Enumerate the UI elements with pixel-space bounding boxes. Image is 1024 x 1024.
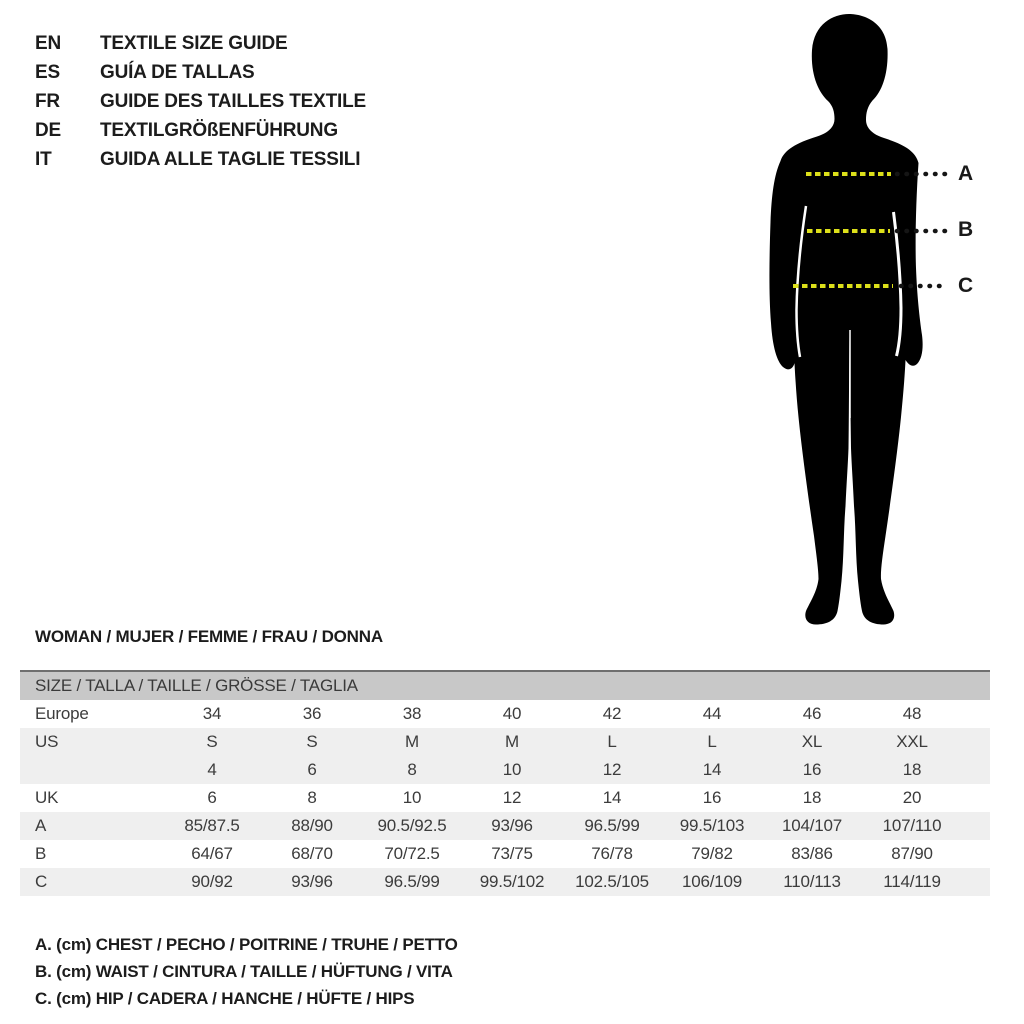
table-cell: 20 [902, 788, 922, 807]
table-cell: 104/107 [781, 816, 843, 835]
table-cell: 93/96 [491, 816, 533, 835]
table-cell: 68/70 [291, 844, 333, 863]
lang-code: ES [35, 61, 60, 83]
table-cell: 16 [802, 760, 822, 779]
table-spacer-cell [962, 700, 990, 728]
table-cell: 96.5/99 [584, 816, 640, 835]
table-cell: 73/75 [491, 844, 533, 863]
footnote-hip: C. (cm) HIP / CADERA / HANCHE / HÜFTE / HIPS [35, 989, 415, 1008]
marker-label-hip: C [958, 274, 974, 297]
footnotes-block [35, 931, 458, 1012]
lang-row-fr [35, 87, 366, 116]
language-title-block [35, 29, 366, 174]
table-cell: 79/82 [691, 844, 733, 863]
size-table-header: SIZE / TALLA / TAILLE / GRÖSSE / TAGLIA [20, 672, 990, 700]
table-row [20, 756, 990, 784]
size-table-grid [20, 700, 990, 896]
lang-label: TEXTILGRÖßENFÜHRUNG [100, 119, 338, 141]
table-cell: 18 [802, 788, 822, 807]
marker-label-chest: A [958, 162, 974, 185]
table-spacer-cell [962, 812, 990, 840]
row-label: UK [35, 788, 59, 807]
table-cell: 6 [207, 788, 217, 807]
footnote-waist: B. (cm) WAIST / CINTURA / TAILLE / HÜFTUNG / VITA [35, 962, 453, 981]
table-cell: S [206, 732, 218, 751]
table-cell: 38 [402, 704, 422, 723]
table-cell: 93/96 [291, 872, 333, 891]
table-cell: 12 [602, 760, 622, 779]
table-cell: 64/67 [191, 844, 233, 863]
lang-code: DE [35, 119, 61, 141]
table-cell: 34 [202, 704, 222, 723]
table-cell: 90.5/92.5 [377, 816, 447, 835]
table-cell: 102.5/105 [575, 872, 649, 891]
table-cell: 40 [502, 704, 522, 723]
table-row [20, 700, 990, 728]
row-label: US [35, 732, 59, 751]
table-cell: 10 [402, 788, 422, 807]
table-cell: 4 [207, 760, 217, 779]
table-cell: 87/90 [891, 844, 933, 863]
table-cell: 46 [802, 704, 822, 723]
table-cell: 42 [602, 704, 622, 723]
table-cell: 70/72.5 [384, 844, 440, 863]
table-cell: 8 [407, 760, 417, 779]
table-spacer-cell [962, 728, 990, 756]
table-cell: 44 [702, 704, 722, 723]
table-cell: M [505, 732, 519, 751]
table-row [20, 728, 990, 756]
table-cell: L [707, 732, 717, 751]
lang-row-de [35, 116, 366, 145]
table-cell: 107/110 [882, 816, 942, 835]
table-cell: 110/113 [783, 872, 841, 891]
table-cell: 48 [902, 704, 922, 723]
table-cell: 12 [502, 788, 522, 807]
table-cell: 18 [902, 760, 922, 779]
table-cell: 10 [502, 760, 522, 779]
lang-label: GUIDA ALLE TAGLIE TESSILI [100, 148, 361, 170]
table-cell: M [405, 732, 419, 751]
table-cell: 14 [702, 760, 722, 779]
lang-row-it [35, 145, 366, 174]
section-heading-woman: WOMAN / MUJER / FEMME / FRAU / DONNA [35, 627, 383, 646]
table-row [20, 868, 990, 896]
lang-code: IT [35, 148, 52, 170]
table-cell: L [607, 732, 617, 751]
table-cell: 85/87.5 [184, 816, 240, 835]
lang-label: TEXTILE SIZE GUIDE [100, 32, 288, 54]
row-label: B [35, 844, 47, 863]
table-spacer-cell [962, 868, 990, 896]
table-cell: 36 [302, 704, 322, 723]
table-cell: 99.5/103 [679, 816, 745, 835]
table-cell: 76/78 [591, 844, 633, 863]
footnote-chest: A. (cm) CHEST / PECHO / POITRINE / TRUHE / PETTO [35, 935, 458, 954]
lang-row-en [35, 29, 366, 58]
table-cell: 83/86 [791, 844, 833, 863]
marker-label-waist: B [958, 218, 974, 241]
row-label: C [35, 872, 48, 891]
table-cell: 6 [307, 760, 317, 779]
size-table [20, 670, 990, 896]
table-cell: S [306, 732, 318, 751]
woman-silhouette [750, 0, 1010, 640]
lang-label: GUIDE DES TAILLES TEXTILE [100, 90, 366, 112]
table-cell: 88/90 [291, 816, 333, 835]
table-spacer-cell [962, 840, 990, 868]
table-spacer-cell [962, 784, 990, 812]
table-cell: 8 [307, 788, 317, 807]
table-cell: 106/109 [681, 872, 743, 891]
lang-code: FR [35, 90, 60, 112]
row-label: A [35, 816, 47, 835]
table-cell: XXL [896, 732, 928, 751]
table-cell: 16 [702, 788, 722, 807]
lang-row-es [35, 58, 366, 87]
table-cell: 14 [602, 788, 622, 807]
row-label [20, 756, 162, 784]
table-row [20, 840, 990, 868]
table-row [20, 812, 990, 840]
row-label: Europe [35, 704, 89, 723]
lang-label: GUÍA DE TALLAS [100, 61, 255, 83]
table-cell: 99.5/102 [479, 872, 545, 891]
table-cell: 90/92 [191, 872, 233, 891]
lang-code: EN [35, 32, 61, 54]
table-cell: 114/119 [883, 872, 941, 891]
table-row [20, 784, 990, 812]
table-spacer-cell [962, 756, 990, 784]
table-cell: XL [801, 732, 823, 751]
table-cell: 96.5/99 [384, 872, 440, 891]
